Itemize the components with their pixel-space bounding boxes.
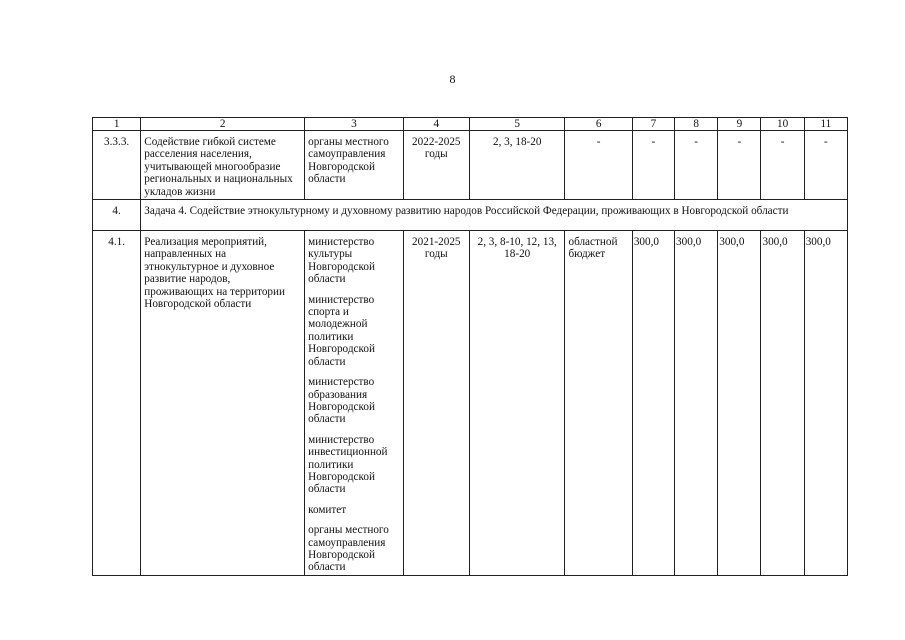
row-number: 3.3.3. xyxy=(93,131,141,200)
value-cell: - xyxy=(632,131,674,200)
period-cell: 2022-2025 годы xyxy=(403,131,469,200)
executor-item: министерство спорта и молодежной политики Новгородской области xyxy=(308,293,375,368)
value-cell: 300,0 xyxy=(761,231,804,576)
activity-cell: Реализация мероприятий, направленных на этнокультурное и духовное развитие народов, проживающих на территории Новгородской области xyxy=(141,231,305,576)
executor-item: министерство образования Новгородской области xyxy=(308,376,375,426)
executor-item: министерство инвестиционной политики Новгородской области xyxy=(308,433,388,496)
executor-cell: органы местного самоуправления Новгородской области xyxy=(305,131,404,200)
activity-cell: Содействие гибкой системе расселения населения, учитывающей многообразие региональных и национальных укладов жизни xyxy=(141,131,305,200)
column-header: 2 xyxy=(141,118,305,131)
value-cell: 300,0 xyxy=(718,231,761,576)
value-cell: - xyxy=(718,131,761,200)
task-cell: Задача 4. Содействие этнокультурному и духовному развитию народов Российской Федерации, проживающих в Новгородской области xyxy=(141,200,848,231)
column-header: 3 xyxy=(305,118,404,131)
value-cell: - xyxy=(804,131,847,200)
column-header: 6 xyxy=(565,118,632,131)
column-header: 7 xyxy=(632,118,674,131)
column-header: 10 xyxy=(761,118,804,131)
targets-cell: 2, 3, 8-10, 12, 13, 18-20 xyxy=(469,231,565,576)
column-header: 5 xyxy=(469,118,565,131)
source-cell: - xyxy=(565,131,632,200)
targets-cell: 2, 3, 18-20 xyxy=(469,131,565,200)
column-header: 4 xyxy=(403,118,469,131)
column-number-row xyxy=(93,118,848,131)
column-header: 8 xyxy=(675,118,718,131)
executor-item: комитет xyxy=(308,503,347,516)
row-number: 4.1. xyxy=(93,231,141,576)
column-header: 11 xyxy=(804,118,847,131)
value-cell: 300,0 xyxy=(804,231,847,576)
value-cell: 300,0 xyxy=(675,231,718,576)
value-cell: 300,0 xyxy=(632,231,674,576)
table-row-4 xyxy=(93,200,848,231)
column-header: 1 xyxy=(93,118,141,131)
source-cell: областной бюджет xyxy=(565,231,632,576)
executor-item: министерство культуры Новгородской области xyxy=(308,236,375,286)
column-header: 9 xyxy=(718,118,761,131)
executor-item: органы местного самоуправления Новгородской области xyxy=(308,524,389,574)
program-table xyxy=(92,117,848,576)
value-cell: - xyxy=(761,131,804,200)
table-row-3-3-3 xyxy=(93,131,848,200)
value-cell: - xyxy=(675,131,718,200)
page-number: 8 xyxy=(449,72,456,86)
table-row-4-1 xyxy=(93,231,848,576)
row-number: 4. xyxy=(93,200,141,231)
executors-cell xyxy=(305,231,404,576)
period-cell: 2021-2025 годы xyxy=(403,231,469,576)
